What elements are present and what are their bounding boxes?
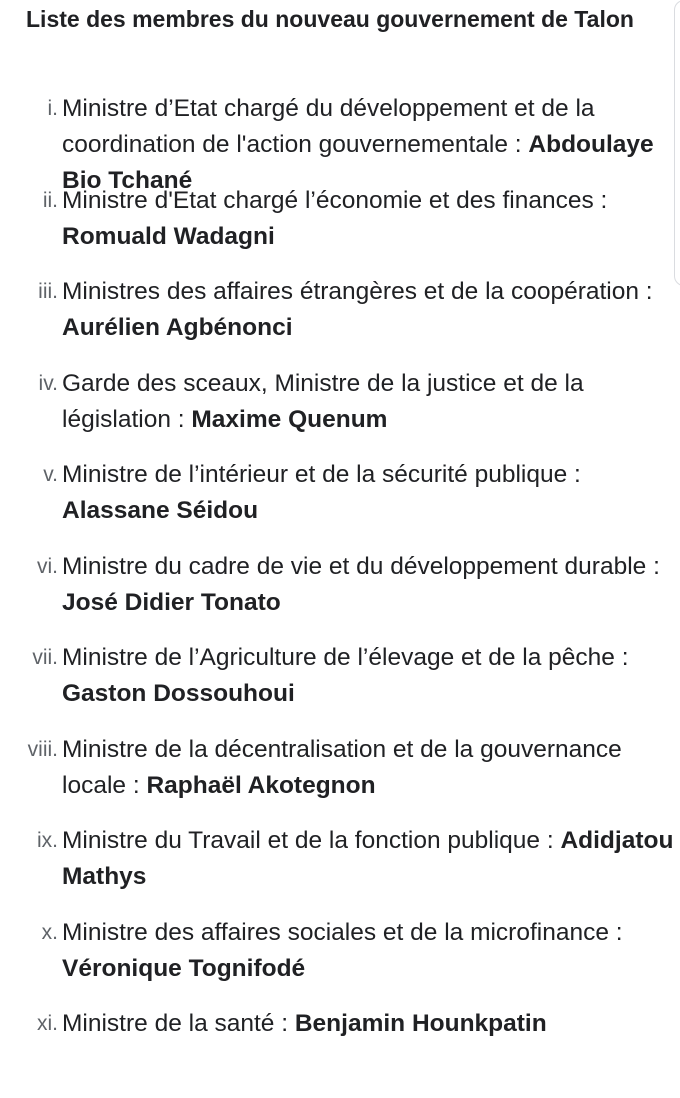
minister-name: Aurélien Agbénonci	[62, 314, 293, 341]
list-item-minister-2	[0, 183, 680, 275]
minister-name: Alassane Séidou	[62, 497, 259, 524]
list-item-text	[62, 95, 654, 194]
list-item-text	[62, 919, 623, 982]
adjacent-card-edge	[674, 0, 680, 286]
list-item-text	[62, 736, 622, 799]
minister-role: Ministre de la santé :	[62, 1010, 295, 1037]
list-item-minister-10	[0, 915, 680, 1007]
minister-role: Ministre du Travail et de la fonction publique :	[62, 827, 561, 854]
minister-name: Abdoulaye Bio Tchané	[62, 131, 654, 194]
minister-role: Ministre de l’Agriculture de l’élevage et de la pêche :	[62, 644, 629, 671]
minister-role: Ministre de la décentralisation et de la gouvernance locale :	[62, 735, 622, 799]
minister-name: Benjamin Hounkpatin	[294, 1010, 547, 1037]
minister-role: Garde des sceaux, Ministre de la justice et de la législation :	[62, 369, 584, 433]
list-item-numeral: viii.	[27, 737, 58, 761]
list-item-numeral: xi.	[37, 1012, 58, 1035]
list-item-text	[62, 461, 581, 524]
list-item-minister-8	[0, 732, 680, 824]
list-item-numeral: vi.	[37, 554, 58, 578]
list-item-text	[62, 827, 673, 890]
list-item-minister-9	[0, 823, 680, 915]
list-item-numeral: ii.	[42, 188, 58, 212]
minister-role: Ministre de l’intérieur et de la sécurité publique :	[62, 461, 581, 488]
list-item-text	[62, 187, 607, 250]
list-item-minister-11	[0, 1006, 680, 1098]
list-item-numeral: ix.	[37, 829, 58, 852]
minister-name: Véronique Tognifodé	[62, 954, 306, 982]
list-item-text	[62, 644, 629, 707]
list-item-numeral: vii.	[32, 646, 58, 669]
minister-role: Ministre d’Etat chargé du développement et de la coordination de l'action gouvernementale :	[62, 95, 595, 158]
list-item-minister-4	[0, 366, 680, 458]
minister-name: Adidjatou Mathys	[62, 827, 674, 890]
minister-name: Raphaël Akotegnon	[146, 771, 376, 799]
list-item-numeral: v.	[43, 463, 58, 486]
list-item-minister-6	[0, 549, 680, 641]
list-item-text	[62, 278, 653, 341]
list-item-text	[62, 553, 660, 616]
list-item-minister-5	[0, 457, 680, 549]
minister-name: Maxime Quenum	[191, 405, 388, 433]
minister-name: Romuald Wadagni	[62, 222, 275, 250]
list-item-minister-1	[0, 91, 680, 194]
minister-role: Ministre des affaires sociales et de la microfinance :	[62, 918, 623, 946]
document-title: Liste des membres du nouveau gouvernement de Talon	[26, 6, 634, 32]
list-item-minister-3	[0, 274, 680, 366]
minister-name: José Didier Tonato	[62, 588, 281, 616]
list-item-minister-7	[0, 640, 680, 732]
list-item-numeral: iv.	[38, 371, 58, 395]
minister-role: Ministres des affaires étrangères et de la coopération :	[62, 278, 653, 305]
minister-role: Ministre du cadre de vie et du développement durable :	[62, 552, 660, 580]
list-item-numeral: x.	[41, 920, 58, 944]
list-item-numeral: i.	[47, 97, 58, 120]
list-item-text	[62, 1010, 547, 1037]
minister-name: Gaston Dossouhoui	[62, 680, 295, 707]
list-item-text	[62, 370, 584, 433]
ministers-list	[0, 91, 680, 1098]
list-item-numeral: iii.	[38, 280, 58, 303]
minister-role: Ministre d'Etat chargé l’économie et des finances :	[62, 186, 608, 214]
